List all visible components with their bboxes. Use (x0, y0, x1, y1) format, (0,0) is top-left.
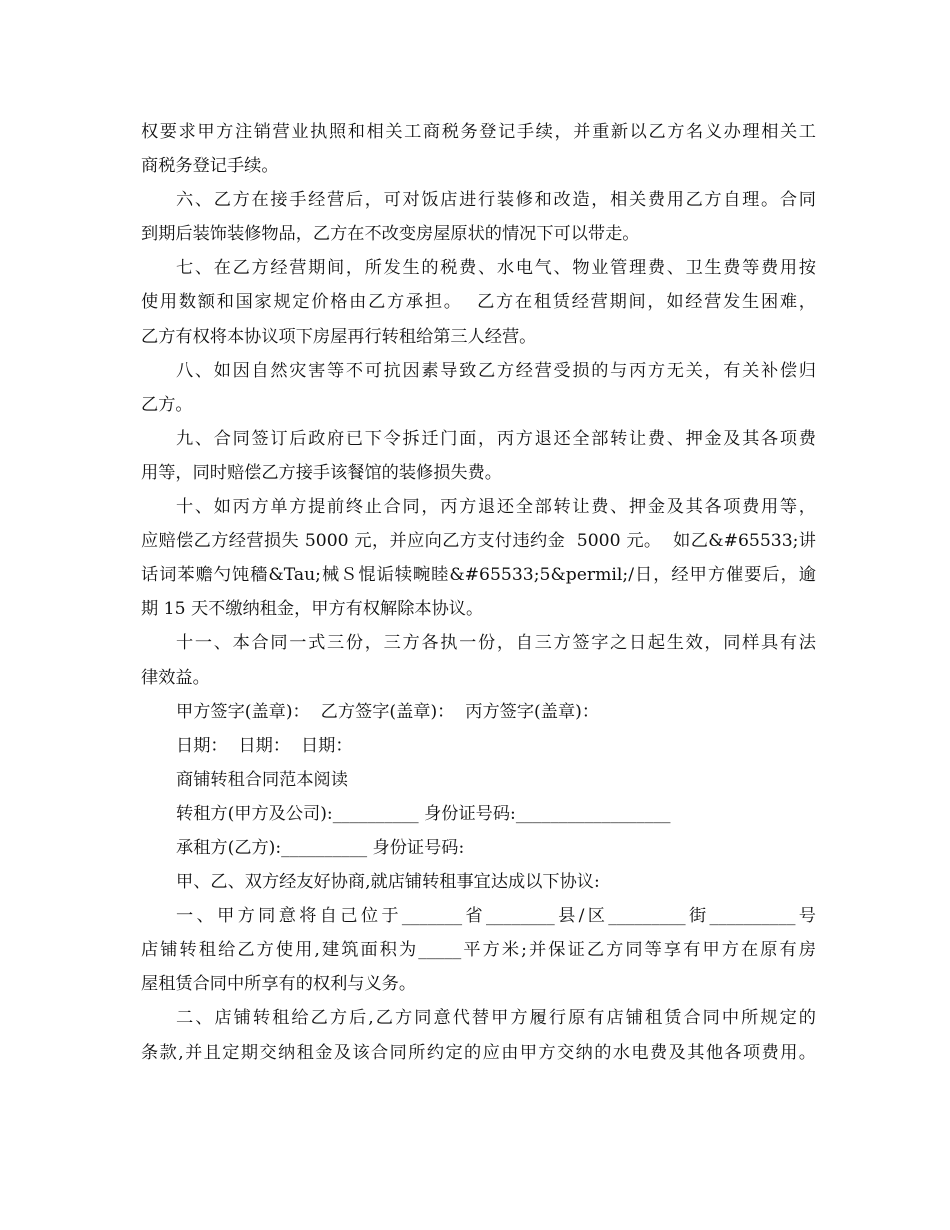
text-line: 用等，同时赔偿乙方接手该餐馆的装修损失费。 (141, 462, 502, 483)
text-line: 八、如因自然灾害等不可抗因素导致乙方经营受损的与丙方无关，有关补偿归 (176, 360, 816, 381)
text-line: 六、乙方在接手经营后，可对饭店进行装修和改造，相关费用乙方自理。合同 (176, 190, 816, 211)
text-line: 乙方。 (141, 394, 193, 415)
text-line: 商税务登记手续。 (141, 156, 279, 177)
text-line: 甲、乙、双方经友好协商,就店铺转租事宜达成以下协议: (176, 872, 600, 893)
text-line: 九、合同签订后政府已下令拆迁门面，丙方退还全部转让费、押金及其各项费 (176, 428, 816, 449)
text-line: 二、店铺转租给乙方后,乙方同意代替甲方履行原有店铺租赁合同中所规定的 (176, 1008, 816, 1029)
text-line: 律效益。 (141, 667, 210, 688)
document-page (141, 115, 816, 1070)
section-title: 商铺转租合同范本阅读 (176, 769, 348, 790)
text-line: 七、在乙方经营期间，所发生的税费、水电气、物业管理费、卫生费等费用按 (176, 258, 816, 279)
text-line: 到期后装饰装修物品，乙方在不改变房屋原状的情况下可以带走。 (141, 224, 640, 245)
text-line: 店铺转租给乙方使用,建筑面积为_____平方米;并保证乙方同等享有甲方在原有房 (141, 940, 816, 961)
text-line: 屋租赁合同中所享有的权利与义务。 (141, 974, 417, 995)
text-line: 应赔偿乙方经营损失 5000 元，并应向乙方支付违约金 5000 元。 如乙&#65533;讲 (141, 531, 816, 552)
text-line: 权要求甲方注销营业执照和相关工商税务登记手续，并重新以乙方名义办理相关工 (141, 122, 816, 142)
signature-line: 甲方签字(盖章)： 乙方签字(盖章)： 丙方签字(盖章)： (176, 701, 600, 722)
text-line: 乙方有权将本协议项下房屋再行转租给第三人经营。 (141, 326, 537, 347)
date-line: 日期： 日期： 日期： (176, 735, 353, 756)
text-line: 话词苯赡勺饨穡&Tau;械Ｓ惃诟犊畹睦&#65533;5&permil;/日，经甲方催要后，逾 (141, 565, 816, 586)
text-line: 承租方(乙方):__________ 身份证号码: (176, 837, 465, 858)
text-line: 期 15 天不缴纳租金，甲方有权解除本协议。 (141, 599, 484, 620)
text-line: 条款,并且定期交纳租金及该合同所约定的应由甲方交纳的水电费及其他各项费用。 (141, 1042, 816, 1063)
text-line: 十、如丙方单方提前终止合同，丙方退还全部转让费、押金及其各项费用等， (176, 497, 816, 518)
text-line: 一、甲方同意将自己位于_______省________县/区_________街__________号 (176, 906, 816, 927)
text-line: 转租方(甲方及公司):__________ 身份证号码:__________________ (176, 803, 671, 824)
text-line: 十一、本合同一式三份，三方各执一份，自三方签字之日起生效，同样具有法 (176, 633, 816, 654)
text-line: 使用数额和国家规定价格由乙方承担。 乙方在租赁经营期间，如经营发生困难， (141, 292, 816, 313)
